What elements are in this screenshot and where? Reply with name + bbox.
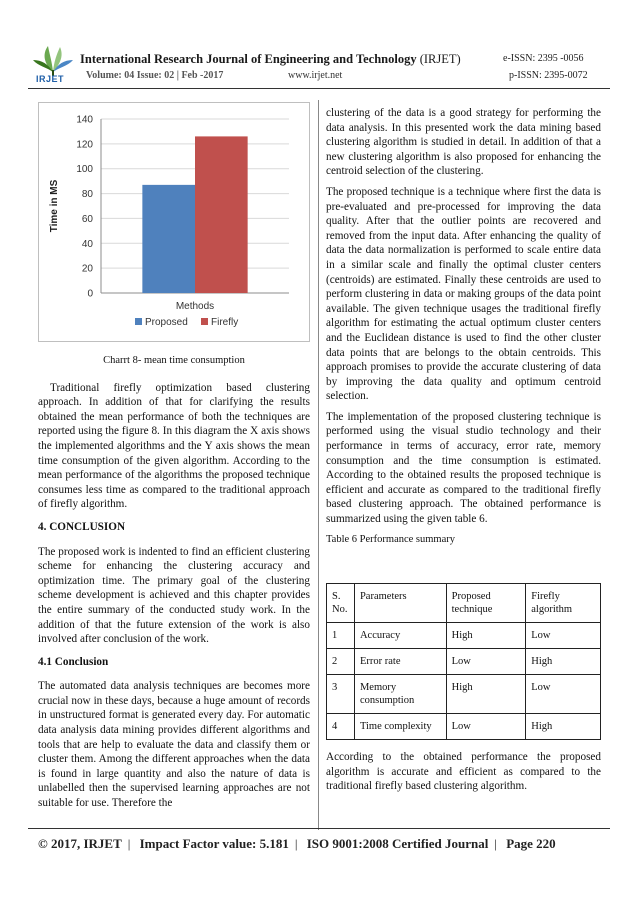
journal-abbr: (IRJET): [419, 52, 461, 66]
column-divider: [318, 100, 319, 830]
iso-certification: ISO 9001:2008 Certified Journal: [306, 836, 489, 851]
table-cell: 1: [327, 623, 355, 649]
table-cell: High: [526, 714, 601, 740]
table-cell: Low: [526, 675, 601, 714]
table-cell: Proposed technique: [446, 584, 526, 623]
chart-svg: [39, 103, 309, 341]
website-link[interactable]: www.irjet.net: [288, 70, 343, 81]
legend-swatch: [201, 318, 208, 325]
table-cell: High: [526, 649, 601, 675]
table-header-row: [327, 584, 601, 623]
table-row: [327, 649, 601, 675]
page-footer: © 2017, IRJET | Impact Factor value: 5.181 | ISO 9001:2008 Certified Journal | Page 220: [38, 836, 556, 851]
section-heading-conclusion: 4. CONCLUSION: [38, 520, 126, 533]
table-cell: Error rate: [354, 649, 446, 675]
table-cell: 3: [327, 675, 355, 714]
bar-proposed: [142, 185, 195, 293]
p-issn: p-ISSN: 2395-0072: [509, 70, 588, 81]
bar-firefly: [195, 136, 248, 293]
paragraph: The proposed work is indented to find an efficient clustering scheme for enhancing the clustering accuracy and optimization time. The primary goal of the clustering scheme development is achieved and this chapter provides the entire summary of the conducted study work. In the addition of that the future extension of the work is also involved after conclusion of the work.: [38, 545, 310, 646]
table-row: [327, 623, 601, 649]
table-cell: High: [446, 623, 526, 649]
e-issn: e-ISSN: 2395 -0056: [503, 53, 584, 64]
impact-factor: Impact Factor value: 5.181: [139, 836, 289, 851]
table-caption: Table 6 Performance summary: [326, 533, 456, 545]
y-tick-label: 140: [76, 114, 93, 126]
paragraph: According to the obtained performance the proposed algorithm is accurate and efficient as compared to the traditional firefly based clustering algorithm.: [326, 751, 601, 793]
paragraph: clustering of the data is a good strategy for performing the data analysis. In this presented work the data mining based clustering algorithm is studied in detail. In addition of that a new clustering algorithm is also proposed for enhancing the centroid selection of the clustering.: [326, 107, 601, 178]
y-tick-label: 0: [87, 288, 93, 300]
journal-title: [80, 52, 461, 67]
footer-divider: [28, 828, 610, 829]
paragraph: Traditional firefly optimization based clustering approach. In addition of that for clarifying the results obtained the mean performance of both the techniques are reported using the figure 8. In this diagram the X axis shows the implemented algorithms and the Y axis shows the mean time consumption of the given algorithm. According to the mean performance of the algorithms the proposed technique consumes less time as compared to the traditional approach of firefly algorithm.: [38, 381, 310, 511]
page-header: [0, 0, 638, 92]
chart-caption: Charrt 8- mean time consumption: [103, 355, 245, 366]
copyright: © 2017, IRJET: [38, 836, 122, 851]
y-tick-label: 100: [76, 164, 93, 176]
left-column: [38, 102, 310, 817]
y-tick-label: 40: [81, 238, 93, 250]
x-category-label: Methods: [175, 301, 215, 312]
table-cell: 2: [327, 649, 355, 675]
y-tick-label: 80: [81, 189, 93, 201]
table-cell: S. No.: [327, 584, 355, 623]
legend-swatch: [135, 318, 142, 325]
table-row: [327, 675, 601, 714]
legend-label: Firefly: [211, 317, 239, 328]
volume-issue: Volume: 04 Issue: 02 | Feb -2017: [86, 70, 224, 81]
legend-label: Proposed: [145, 317, 188, 328]
paragraph: The implementation of the proposed clustering technique is performed using the visual studio technology and their performance in terms of accuracy, error rate, memory consumption and the time consumption is estimated. According to the obtained results the proposed technique is efficient and accurate as compared to the traditional firefly based clustering approach. The obtained performance is summarized using the given table 6.: [326, 410, 601, 526]
table-cell: Low: [446, 649, 526, 675]
table-cell: Memory consumption: [354, 675, 446, 714]
table-cell: Accuracy: [354, 623, 446, 649]
table-cell: High: [446, 675, 526, 714]
y-tick-label: 20: [81, 263, 93, 275]
performance-table: [326, 583, 601, 740]
logo-text: IRJET: [36, 74, 65, 84]
y-tick-label: 60: [81, 213, 93, 225]
y-axis-label: Time in MS: [49, 179, 60, 233]
table-cell: Low: [526, 623, 601, 649]
page-number: Page 220: [506, 836, 556, 851]
mean-time-chart: [38, 102, 310, 342]
table-row: [327, 714, 601, 740]
journal-name: International Research Journal of Engineering and Technology: [80, 52, 417, 66]
table-cell: Low: [446, 714, 526, 740]
subsection-heading-conclusion: 4.1 Conclusion: [38, 655, 109, 668]
table-cell: Firefly algorithm: [526, 584, 601, 623]
header-divider: [28, 88, 610, 89]
y-tick-label: 120: [76, 139, 93, 151]
right-column: [326, 106, 601, 800]
table-cell: Time complexity: [354, 714, 446, 740]
table-cell: Parameters: [354, 584, 446, 623]
paragraph: The automated data analysis techniques are becomes more crucial now in these days, because a huge amount of records in unstructured format is generated every day. For automatic data analysis data mining provides different algorithms and tools that are help to evaluate the data and classify them or cluster them. Among the different approaches when the data is found in large quantity and also the nature of data is unlabelled then the supervised learning approaches are not suitable for use. Therefore the: [38, 680, 310, 810]
table-cell: 4: [327, 714, 355, 740]
paragraph: The proposed technique is a technique where first the data is pre-evaluated and pre-processed for improving the data quality. After that the outlier points are recovered and removed from the input data. After enhancing the quality of data the data normalization is performed to scale entire data in a similar scale and finally the optimal cluster centers (centroids) are estimated. Finally these centroids are used to perform clustering in data or making groups of the data point available. The given technique usages the traditional firefly algorithm for estimating the actual optimum cluster centers and the Euclidean distance is used to find the other cluster data points that are belongs to the obtain centroids. This approach promises to provide the accurate clustering of data by improving the data quality and optimum centroid selection.: [326, 185, 601, 403]
